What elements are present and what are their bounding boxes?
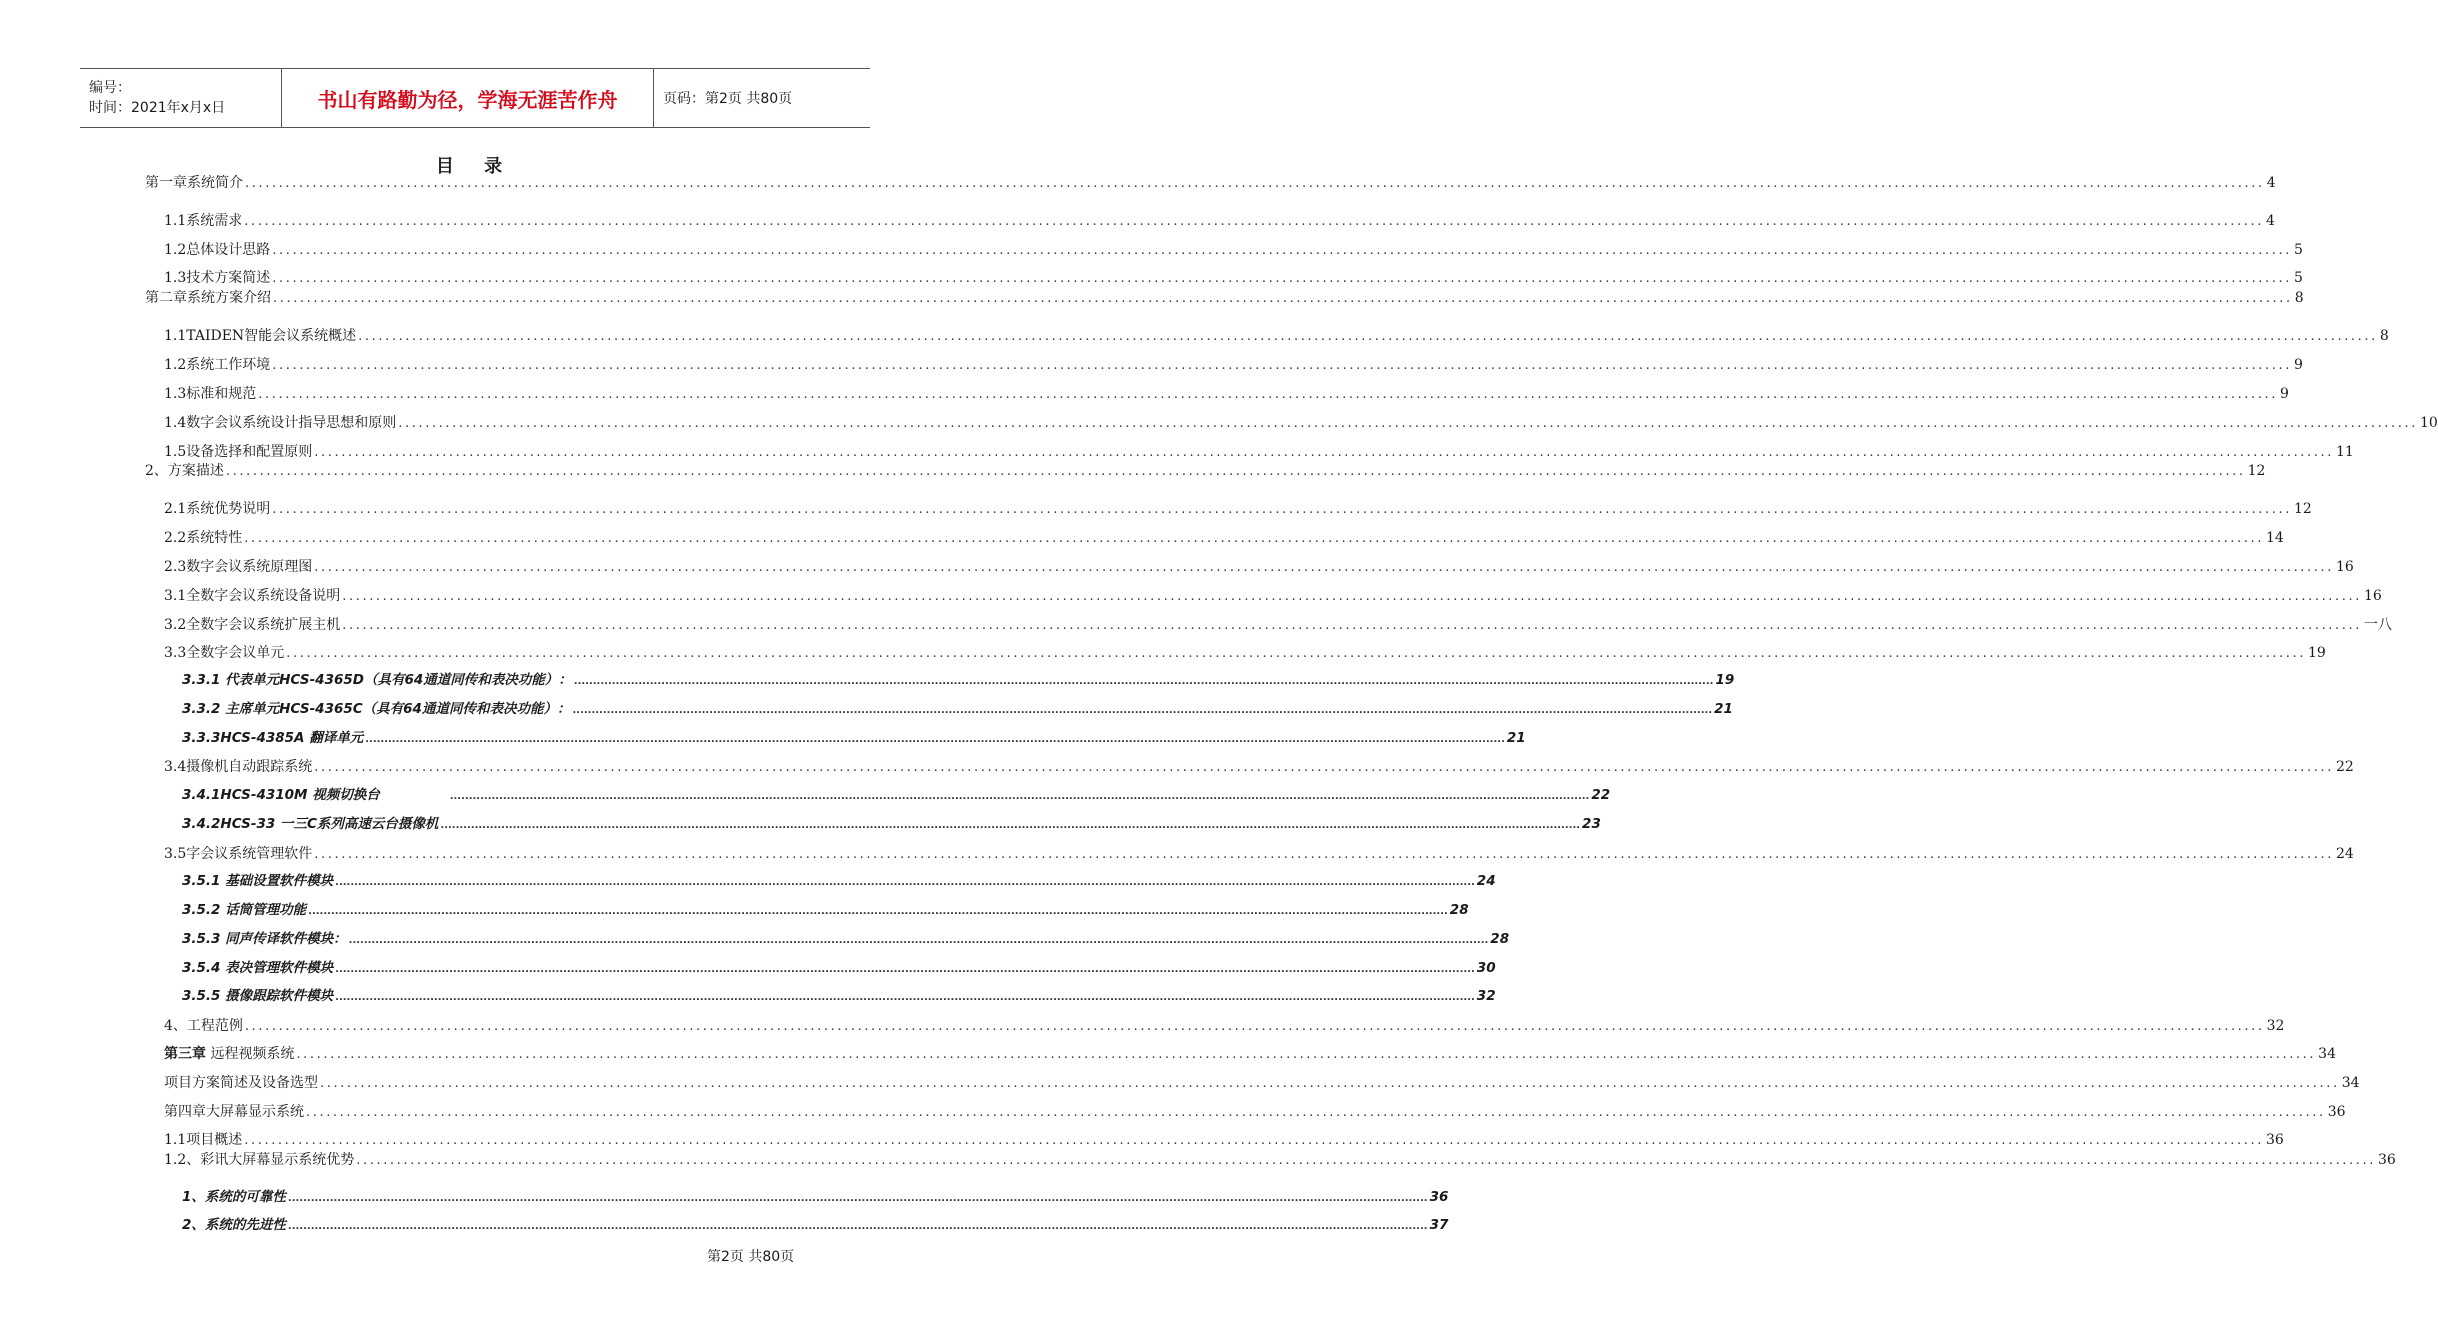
toc-entry-page: 36 [1429,1189,1449,1205]
toc-entry-text: 3.2全数字会议系统扩展主机 [164,617,341,633]
toc-entry[interactable] [145,287,2304,309]
toc-entry[interactable] [164,498,2312,520]
toc-leader: ............................................................................................................................................................................................................................................................................................................ [273,291,2293,306]
toc-entry-page: 12 [2247,463,2266,479]
toc-leader: ............................................................................................................................................................................................................................................................................................................ [244,531,2264,546]
toc-leader: ............................................................................................................................................................................................................................................................................................................ [342,618,2362,633]
toc-entry-text: 3.5.3 同声传译软件模块： [182,931,347,947]
toc-entry-page: 36 [2377,1152,2396,1168]
toc-entry-text: 3.3全数字会议单元 [164,645,285,661]
toc-entry[interactable] [182,727,1526,749]
toc-entry-page: 4 [2266,175,2276,191]
header-date: 时间：2021年x月x日 [89,100,226,116]
toc-entry-page: 16 [2363,588,2382,604]
toc-entry-text: 3.5.2 话筒管理功能 [182,902,307,918]
toc-leader: ............................................................................................................................................................................................................................................................................................................ [244,1133,2264,1148]
toc-entry[interactable] [164,1015,2285,1037]
toc-entry-page: 21 [1506,730,1526,746]
toc-entry-text: 1、系统的可靠性 [182,1189,286,1205]
toc-entry-text: 3.5.5 摄像跟踪软件模块 [182,988,334,1004]
toc-leader: ............................................................................................................................................................................................................................................................................................................ [287,1193,1428,1204]
toc-entry-page: 22 [2335,759,2354,775]
toc-entry[interactable] [164,556,2354,578]
toc-entry-page: 5 [2293,270,2303,286]
toc-entry-text: 第一章系统简介 [145,175,243,191]
toc-entry-page: 21 [1714,701,1733,717]
toc-entry-text: 第四章大屏幕显示系统 [164,1104,304,1120]
toc-entry[interactable] [145,460,2266,482]
toc-entry-page: 5 [2293,242,2303,258]
toc-entry-text: 1.2、彩讯大屏幕显示系统优势 [164,1152,355,1168]
toc-leader: ............................................................................................................................................................................................................................................................................................................ [306,1105,2326,1120]
toc-leader: ............................................................................................................................................................................................................................................................................................................ [335,877,1475,888]
toc-entry-page: 24 [1476,873,1496,889]
toc-entry-page: 30 [1476,960,1496,976]
toc-entry-page: 19 [2307,645,2326,661]
toc-entry-text: 3.4.2HCS-33 一三C系列高速云台摄像机 [182,816,439,832]
toc-entry[interactable] [164,354,2303,376]
toc-leader: ............................................................................................................................................................................................................................................................................................................ [244,214,2264,229]
toc-entry-text: 第二章系统方案介绍 [145,290,271,306]
toc-entry[interactable] [182,1186,1449,1208]
toc-leader: ............................................................................................................................................................................................................................................................................................................ [272,358,2292,373]
toc-entry[interactable] [182,985,1496,1007]
toc-entry-text: 3.5.4 表决管理软件模块 [182,960,334,976]
header-number-label: 编号： [89,80,131,96]
toc-leader: ............................................................................................................................................................................................................................................................................................................ [286,646,2306,661]
toc-leader: ............................................................................................................................................................................................................................................................................................................ [272,271,2292,286]
toc-entry[interactable] [164,1101,2346,1123]
toc-entry-text: 3.4摄像机自动跟踪系统 [164,759,313,775]
toc-entry-page: 14 [2265,530,2284,546]
toc-entry-page: 16 [2335,559,2354,575]
toc-leader: ............................................................................................................................................................................................................................................................................................................ [314,445,2334,460]
toc-entry-page: 28 [1449,902,1469,918]
toc-entry-page: 24 [2335,846,2354,862]
toc-leader: ............................................................................................................................................................................................................................................................................................................ [335,964,1475,975]
toc-entry[interactable] [182,813,1601,835]
toc-entry-text: 1.1TAIDEN智能会议系统概述 [164,328,357,344]
toc-entry[interactable] [164,239,2303,261]
toc-entry-page: 9 [2293,357,2303,373]
toc-entry-text: 3.4.1HCS-4310M 视频切换台 [182,787,380,803]
toc-leader: ............................................................................................................................................................................................................................................................................................................ [449,791,1590,802]
toc-entry-page: 12 [2293,501,2312,517]
toc-leader: ............................................................................................................................................................................................................................................................................................................ [314,560,2334,575]
toc-entry-text: 3.5字会议系统管理软件 [164,846,313,862]
toc-entry[interactable] [145,172,2276,194]
toc-leader: ............................................................................................................................................................................................................................................................................................................ [320,1076,2340,1091]
toc-entry-page: 8 [2379,328,2389,344]
toc-entry-page: 28 [1490,931,1510,947]
toc-entry[interactable] [164,1072,2360,1094]
toc-entry-page: 10 [2419,415,2438,431]
toc-entry[interactable] [164,585,2382,607]
toc-entry-page: 23 [1582,816,1601,832]
toc-leader: ............................................................................................................................................................................................................................................................................................................ [342,589,2362,604]
toc-leader: ............................................................................................................................................................................................................................................................................................................ [358,329,2378,344]
toc-entry-text: 1.5设备选择和配置原则 [164,444,313,460]
toc-entry-page: 11 [2335,444,2354,460]
toc-entry-text: 1.1项目概述 [164,1132,243,1148]
toc-entry[interactable] [164,527,2284,549]
toc-entry[interactable] [164,412,2438,434]
toc-entry-text: 1.3标准和规范 [164,386,257,402]
toc-leader: ............................................................................................................................................................................................................................................................................................................ [296,1047,2317,1062]
toc-leader: ............................................................................................................................................................................................................................................................................................................ [356,1153,2376,1168]
toc-leader: ............................................................................................................................................................................................................................................................................................................ [440,820,1581,831]
toc-entry[interactable] [182,870,1496,892]
toc-entry-text: 3.3.3HCS-4385A 翻译单元 [182,730,364,746]
toc-entry[interactable] [164,843,2354,865]
toc-entry-text: 2.1系统优势说明 [164,501,271,517]
toc-leader: ............................................................................................................................................................................................................................................................................................................ [245,176,2265,191]
toc-entry-text: 2、方案描述 [145,463,224,479]
page-footer: 第2页 共80页 [707,1249,795,1265]
toc-leader: ............................................................................................................................................................................................................................................................................................................ [272,502,2292,517]
toc-leader: ............................................................................................................................................................................................................................................................................................................ [348,935,1489,946]
toc-entry[interactable] [182,698,1733,720]
toc-entry-page: 19 [1715,672,1735,688]
header-motto: 书山有路勤为径，学海无涯苦作舟 [317,87,618,112]
toc-entry-chapter: 第三章 [164,1046,206,1062]
toc-entry-text: 3.3.2 主席单元HCS-4365C（具有64通道同传和表决功能）： [182,701,571,717]
toc-leader: ............................................................................................................................................................................................................................................................................................................ [244,1019,2265,1034]
toc-entry[interactable] [164,1149,2396,1171]
toc-entry-page: 22 [1591,787,1611,803]
toc-leader: ............................................................................................................................................................................................................................................................................................................ [272,243,2292,258]
toc-leader: ............................................................................................................................................................................................................................................................................................................ [398,416,2418,431]
toc-entry-text: 2、系统的先进性 [182,1217,286,1233]
toc-entry-page: 37 [1429,1217,1449,1233]
toc-entry[interactable] [164,1129,2284,1151]
toc-entry-page: 34 [2318,1046,2336,1062]
toc-entry-text: 项目方案简述及设备选型 [164,1075,318,1091]
toc-entry[interactable] [182,899,1469,921]
toc-entry-text: 1.3技术方案简述 [164,270,271,286]
toc-entry-text: 2.2系统特性 [164,530,243,546]
toc-entry-text: 1.2总体设计思路 [164,242,271,258]
toc-entry-page: 9 [2279,386,2289,402]
toc-leader: ............................................................................................................................................................................................................................................................................................................ [314,760,2334,775]
toc-entry[interactable] [164,614,2392,636]
toc-entry[interactable] [182,1214,1449,1236]
toc-entry-text: 4、工程范例 [164,1018,243,1034]
toc-entry-text: 3.5.1 基础设置软件模块 [182,873,334,889]
toc-entry-text: 1.4数字会议系统设计指导思想和原则 [164,415,397,431]
toc-leader: ............................................................................................................................................................................................................................................................................................................ [573,676,1714,687]
toc-entry-text: 3.3.1 代表单元HCS-4365D（具有64通道同传和表决功能）： [182,672,572,688]
toc-entry-page: 4 [2265,213,2275,229]
toc-leader: ............................................................................................................................................................................................................................................................................................................ [258,387,2278,402]
toc-entry-text: 2.3数字会议系统原理图 [164,559,313,575]
toc-entry-page: 36 [2265,1132,2284,1148]
toc-entry-chapter-title: 远程视频系统 [206,1046,295,1062]
toc-entry[interactable] [164,325,2389,347]
toc-entry-page: 一八 [2363,617,2392,633]
toc-entry-page: 36 [2327,1104,2346,1120]
header-page-number: 页码：第2页 共80页 [663,91,793,107]
toc-entry[interactable] [164,267,2303,289]
toc-entry[interactable] [164,383,2289,405]
toc-entry-page: 32 [1476,988,1496,1004]
toc-entry-text: 1.1系统需求 [164,213,243,229]
toc-entry-text [164,1043,294,1065]
toc-entry-page: 32 [2266,1018,2285,1034]
toc-entry[interactable] [164,642,2326,664]
toc-entry[interactable] [182,669,1735,691]
toc-leader: ............................................................................................................................................................................................................................................................................................................ [308,906,1448,917]
toc-title: 目 录 [435,156,515,177]
toc-leader: ............................................................................................................................................................................................................................................................................................................ [287,1221,1428,1232]
toc-entry[interactable] [182,957,1496,979]
toc-leader: ............................................................................................................................................................................................................................................................................................................ [365,734,1505,745]
toc-leader: ............................................................................................................................................................................................................................................................................................................ [314,847,2334,862]
toc-entry[interactable] [164,210,2275,232]
toc-leader: ............................................................................................................................................................................................................................................................................................................ [225,464,2246,479]
toc-entry-page: 8 [2294,290,2304,306]
toc-entry-page: 34 [2341,1075,2360,1091]
toc-entry[interactable] [182,784,1611,806]
toc-entry[interactable] [182,928,1510,950]
toc-entry-text: 1.2系统工作环境 [164,357,271,373]
toc-leader: ............................................................................................................................................................................................................................................................................................................ [335,992,1475,1003]
toc-entry[interactable] [164,756,2354,778]
toc-entry[interactable] [164,1043,2336,1065]
toc-leader: ............................................................................................................................................................................................................................................................................................................ [572,705,1713,716]
toc-entry-text: 3.1全数字会议系统设备说明 [164,588,341,604]
